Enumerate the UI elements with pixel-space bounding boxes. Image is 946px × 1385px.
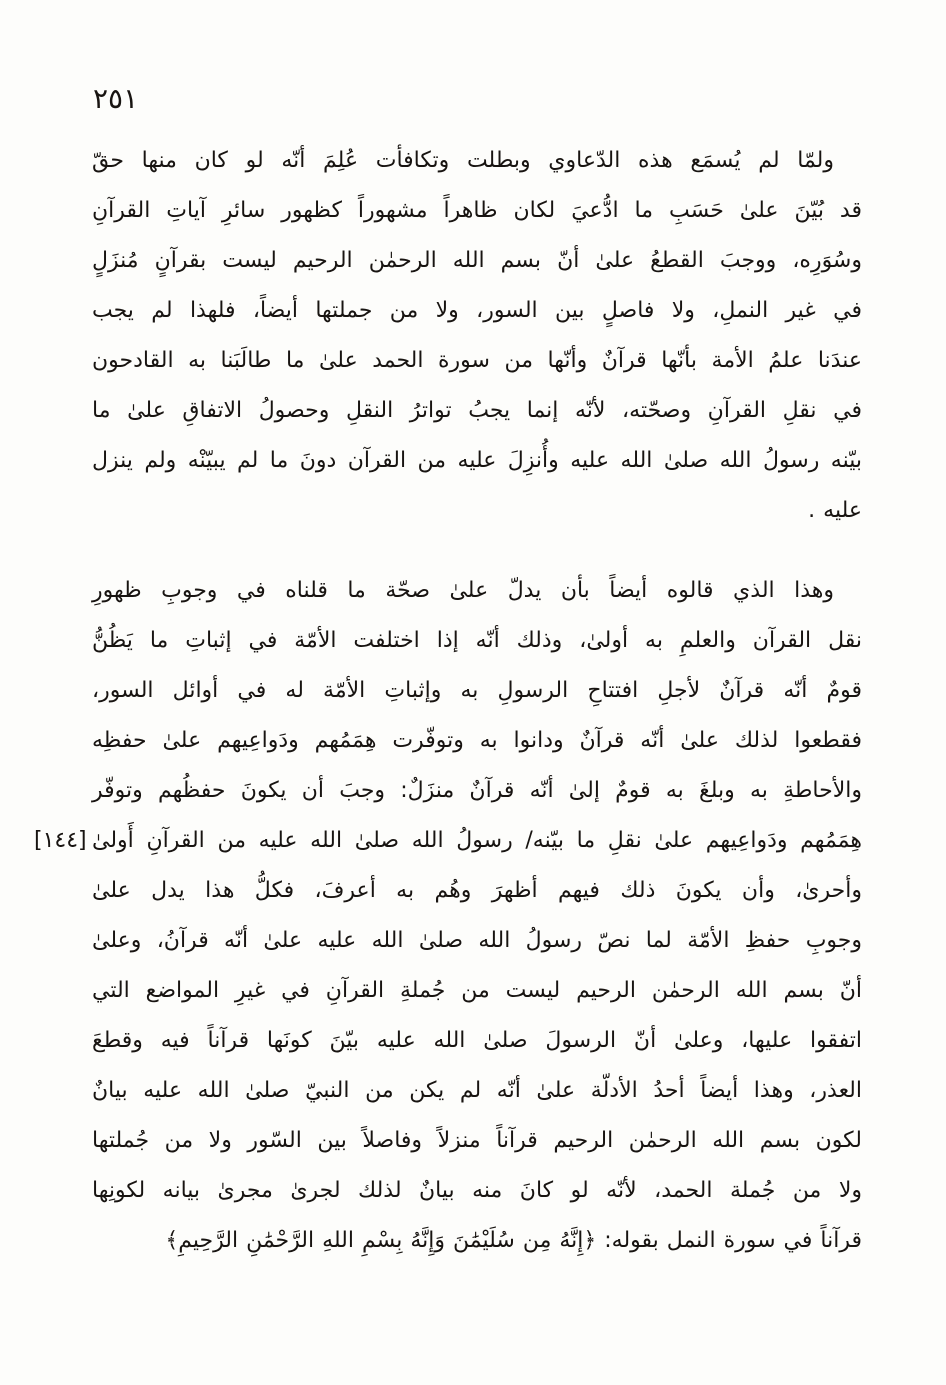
text-line: قرآناً في سورة النمل بقوله: ﴿إِنَّهُ مِن سُلَيْمَٰنَ وَإِنَّهُ بِسْمِ اللهِ الرَّحْمَٰنِ الرَّحِيمِ﴾ bbox=[165, 1228, 862, 1253]
text-line: عليه . bbox=[808, 498, 862, 523]
text-line: وهذا الذي قالوه أيضاً بأن يدلّ علىٰ صحّة ما قلناه في وجوبِ ظهورِ bbox=[92, 578, 834, 603]
text-line: اتفقوا عليها، وعلىٰ أنّ الرسولَ صلىٰ الله عليه بيّنَ كونَها قرآناً فيه وقطعَ bbox=[92, 1028, 862, 1053]
paragraph bbox=[92, 136, 862, 536]
text-line: بيّنه رسولُ الله صلىٰ الله عليه وأُنزِلَ عليه من القرآن دونَ ما لم يبيّنْه ولم ينزل bbox=[92, 448, 862, 473]
text-line: ولمّا لم يُسمَع هذه الدّعاوي وبطلت وتكافأت عُلِمَ أنّه لو كان منها حقّ bbox=[92, 148, 834, 173]
text-line: عندَنا علمُ الأمة بأنّها قرآنٌ وأنّها من سورة الحمد علىٰ ما طالَبَنا به القادحون bbox=[92, 348, 862, 373]
margin-folio-note: [١٤٤] bbox=[34, 828, 87, 853]
text-line: العذر، وهذا أيضاً أحدُ الأدلّة علىٰ أنّه لم يكن من النبيّ صلىٰ الله عليه بيانٌ bbox=[92, 1078, 862, 1103]
paragraph bbox=[34, 566, 862, 1266]
text-line: قومٌ أنّه قرآنٌ لأجلِ افتتاحِ الرسولِ به وإثباتِ الأمّة له في أوائل السور، bbox=[92, 678, 862, 703]
text-line: هِمَمُهم ودَواعِيهم علىٰ نقلِ ما بيّنه/ رسولُ الله صلىٰ الله عليه من القرآنِ أَولىٰ [١٤٤] bbox=[92, 816, 862, 866]
text-block bbox=[34, 136, 862, 1266]
text-line: أنّ بسم الله الرحمٰن الرحيم ليست من جُملةِ القرآنِ في غيرِ المواضع التي bbox=[92, 978, 862, 1003]
text-line: لكون بسم الله الرحمٰن الرحيم قرآناً منزلاً وفاصلاً بين السّور ولا من جُملتها bbox=[92, 1128, 862, 1153]
text-line: وجوبِ حفظِ الأمّة لما نصّ رسولُ الله صلىٰ الله عليه علىٰ أنّه قرآنُ، وعلىٰ bbox=[92, 928, 862, 953]
text-line: والأحاطةِ به وبلغَ به قومٌ إلىٰ أنّه قرآنٌ منزَلٌ: وجبَ أن يكونَ حفظُهم وتوفّر bbox=[92, 778, 862, 803]
text-line: وأحرىٰ، وأن يكونَ ذلك فيهم أظهرَ وهُم به أعرفَ، فكلُّ هذا يدل علىٰ bbox=[92, 878, 862, 903]
text-line: وسُوَرِه، ووجبَ القطعُ علىٰ أنّ بسم الله الرحمٰن الرحيم ليست بقرآنٍ مُنزَلٍ bbox=[92, 248, 862, 273]
text-line: في نقلِ القرآنِ وصحّته، لأنّه إنما يجبُ تواترُ النقلِ وحصولُ الاتفاقِ علىٰ ما bbox=[92, 398, 862, 423]
text-line: قد بُيّنَ علىٰ حَسَبِ ما ادُّعيَ لكان ظاهراً مشهوراً كظهور سائرِ آياتِ القرآنِ bbox=[92, 198, 862, 223]
page-number: ٢٥١ bbox=[93, 82, 139, 115]
text-line: ولا من جُملة الحمد، لأنّه لو كانَ منه بيانٌ لذلك لجرىٰ مجرىٰ بيانه لكونِها bbox=[92, 1178, 862, 1203]
text-line: نقل القرآن والعلمِ به أولىٰ، وذلك أنّه إذا اختلفت الأمّة في إثباتِ ما يَظُنُّ bbox=[92, 628, 862, 653]
text-line: في غير النملِ، ولا فاصلٍ بين السور، ولا من جملتها أيضاً، فلهذا لم يجب bbox=[92, 298, 862, 323]
text-line: فقطعوا لذلك علىٰ أنّه قرآنٌ ودانوا به وتوفّرت هِمَمُهم ودَواعِيهم علىٰ حفظِه bbox=[92, 728, 862, 753]
